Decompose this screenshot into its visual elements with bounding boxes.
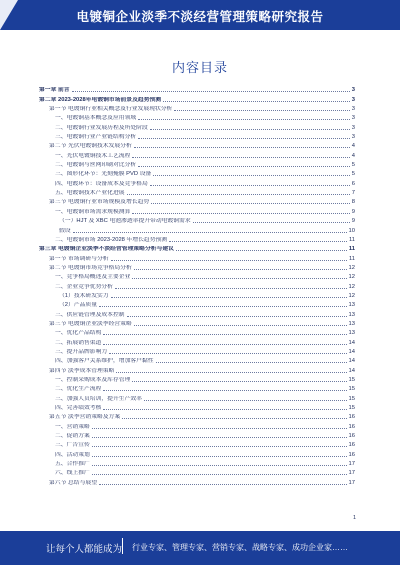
toc-entry[interactable] [39,160,355,169]
toc-chapter-entry[interactable] [39,94,355,103]
report-title: 电镀铜企业淡季不淡经营管理策略研究报告 [76,10,324,24]
toc-entry-page: 9 [351,208,355,215]
toc-leader-dots [150,129,350,130]
toc-entry-page: 13 [348,320,355,327]
toc-entry-page: 10 [348,227,355,234]
toc-leader-dots [111,297,347,298]
toc-entry-label: 第三章 电镀铜企业淡季不淡经营管理策略分析与建议 [39,246,174,253]
toc-leader-dots [103,334,346,335]
toc-entry-page: 11 [348,255,355,262]
toc-entry[interactable] [39,347,355,356]
toc-entry-page: 8 [351,199,355,206]
toc-entry-page: 16 [348,423,355,430]
toc-entry[interactable] [39,113,355,122]
toc-entry[interactable] [39,375,355,384]
toc-leader-dots [138,138,350,139]
toc-entry-label: 第二节 电镀铜市场竞争格局分析 [49,264,132,271]
toc-entry-page: 17 [348,470,355,477]
toc-entry[interactable] [39,319,355,328]
toc-leader-dots [127,316,347,317]
toc-entry-label: 六、线上推广 [55,470,90,477]
toc-entry-label: 四、完善绩效考核 [55,405,102,412]
toc-entry-page: 16 [348,433,355,440]
toc-entry[interactable] [39,449,355,458]
toc-leader-dots [92,465,347,466]
toc-entry-label: 第二节 光伏电镀铜技术发展分析 [49,143,132,150]
toc-entry-page: 4 [351,152,355,159]
toc-entry-label: 一、电镀铜市场需求规模测算 [55,208,131,215]
toc-entry-label: 二、企业竞争优势分析 [55,283,113,290]
toc-leader-dots [92,446,347,447]
toc-entry-label: 第一节 电镀铜行业相关概念及行业发展现状分析 [49,106,173,113]
toc-leader-dots [138,166,350,167]
toc-entry-page: 14 [348,348,355,355]
toc-entry-label: 一、优化产品结构 [55,330,102,337]
toc-leader-dots [174,110,349,111]
toc-entry[interactable] [39,412,355,421]
toc-entry-page: 13 [348,302,355,309]
toc-entry-page: 16 [348,414,355,421]
toc-entry[interactable] [39,178,355,187]
toc-entry-label: 三、广告宣传 [55,442,90,449]
toc-entry[interactable] [39,253,355,262]
toc-entry[interactable] [39,421,355,430]
toc-entry-page: 7 [351,190,355,197]
page-number: 1 [352,515,356,521]
toc-entry-page: 14 [348,358,355,365]
toc-entry-page: 15 [348,405,355,412]
toc-entry[interactable] [39,291,355,300]
toc-entry[interactable] [39,272,355,281]
toc-entry[interactable] [39,440,355,449]
toc-entry[interactable] [39,132,355,141]
toc-entry[interactable] [39,206,355,215]
toc-entry-page: 15 [348,386,355,393]
toc-leader-dots [103,344,346,345]
toc-leader-dots [99,306,347,307]
toc-chapter-entry[interactable] [39,85,355,94]
toc-entry-page: 4 [351,143,355,150]
toc-entry[interactable] [39,337,355,346]
toc-entry-label: 第五节 淡季营销策略及方案 [49,414,121,421]
toc-entry-label: 二、优化生产流程 [55,386,102,393]
toc-leader-dots [176,250,347,251]
toc-leader-dots [169,241,347,242]
toc-entry-label: 五、电镀铜技术产业化进展 [55,190,125,197]
toc-entry-page: 12 [348,283,355,290]
toc-entry[interactable] [39,122,355,131]
toc-entry-page: 3 [351,115,355,122]
toc-entry-page: 5 [351,171,355,178]
toc-entry-page: 3 [351,96,355,103]
toc-leader-dots [116,372,346,373]
toc-leader-dots [132,381,346,382]
toc-entry-page: 15 [348,395,355,402]
toc-entry[interactable] [39,150,355,159]
toc-entry-page: 9 [351,218,355,225]
toc-entry[interactable] [39,365,355,374]
toc-entry-page: 12 [348,292,355,299]
toc-entry-label: （2）产品质量 [59,302,98,309]
toc-entry-page: 3 [351,106,355,113]
toc-entry[interactable] [39,328,355,337]
toc-entry-page: 12 [348,274,355,281]
toc-entry-label: 二、电镀铜行业发展历程及所处阶段 [55,124,148,131]
toc-entry[interactable] [39,356,355,365]
toc-entry-page: 6 [351,180,355,187]
toc-title: 内容目录 [171,60,228,75]
footer-slogan: 让每个人都能成为 [46,544,123,555]
toc-leader-dots [193,222,350,223]
toc-leader-dots [153,175,349,176]
toc-entry-page: 16 [348,442,355,449]
toc-leader-dots [151,203,350,204]
toc-leader-dots [144,400,347,401]
toc-entry[interactable] [39,104,355,113]
toc-entry-label: 五、合作推广 [55,461,90,468]
toc-leader-dots [92,474,347,475]
toc-entry-label: 三、加强人员培训，提升生产效率 [55,395,142,402]
toc-entry-label: 一、营销策略 [55,423,90,430]
toc-entry-label: 第一节 市场调研与分析 [49,255,109,262]
toc-leader-dots [109,353,346,354]
toc-entry-page: 12 [348,264,355,271]
toc-entry[interactable] [39,225,355,234]
toc-leader-dots [92,456,347,457]
toc-entry[interactable] [39,235,355,244]
footer-tagline: 行业专家、管理专家、营销专家、战略专家、成功企业家…… [132,543,348,552]
toc-entry-label: 二、拓展销售渠道 [55,339,102,346]
toc-chapter-entry[interactable] [39,244,355,253]
table-of-contents [39,85,355,515]
toc-leader-dots [132,157,349,158]
toc-entry[interactable] [39,468,355,477]
toc-leader-dots [132,278,346,279]
toc-entry-page: 13 [348,330,355,337]
toc-entry-page: 17 [348,461,355,468]
toc-entry-label: 四、电镀环节：设备成本及竞争格局 [55,180,148,187]
toc-entry-page: 13 [348,311,355,318]
toc-entry[interactable] [39,459,355,468]
toc-entry[interactable] [39,188,355,197]
footer-divider [122,538,123,554]
toc-leader-dots [92,437,347,438]
toc-entry-page: 16 [348,451,355,458]
toc-entry-label: 二、电镀铜与丝网印刷对比分析 [55,162,137,169]
toc-entry-label: 第三节 电镀铜行业市场规模及增长趋势 [49,199,150,206]
toc-entry-page: 3 [351,87,355,94]
toc-leader-dots [132,213,349,214]
toc-entry-label: 四、活动策划 [55,451,90,458]
toc-entry[interactable] [39,477,355,486]
toc-leader-dots [103,409,346,410]
toc-entry-label: 三、提升品牌影响力 [55,348,108,355]
toc-leader-dots [92,428,347,429]
toc-leader-dots [150,185,350,186]
toc-entry[interactable] [39,141,355,150]
toc-leader-dots [99,484,347,485]
toc-entry-page: 3 [351,124,355,131]
toc-entry-label: 第三节 电镀铜企业淡季经营策略 [49,320,132,327]
toc-entry-page: 17 [348,479,355,486]
toc-leader-dots [111,260,347,261]
toc-entry-page: 14 [348,367,355,374]
toc-entry[interactable] [39,431,355,440]
toc-entry-label: 第一章 前言 [39,87,70,94]
toc-leader-dots [134,325,347,326]
toc-entry-label: 一、电镀铜基本概念及应用领域 [55,115,137,122]
toc-entry-label: 一、控制采购成本及库存管理 [55,377,131,383]
toc-entry-page: 5 [351,162,355,169]
toc-entry-label: 四、加强客户关系维护，增加客户黏性 [55,358,154,365]
toc-entry[interactable] [39,300,355,309]
toc-entry-label: 二、促销方案 [55,433,90,440]
toc-entry-label: 二、电镀铜市场 2023-2028 年增长趋势预测 [55,236,168,243]
toc-entry-label: 第六节 总结与展望 [49,479,97,486]
toc-entry[interactable] [39,263,355,272]
toc-entry-label: 第二章 2023-2028年电镀铜市场前景及趋势预测 [39,96,162,103]
toc-leader-dots [127,194,350,195]
toc-entry-label: 一、竞争格局概述及主要企业 [55,274,131,281]
toc-entry[interactable] [39,197,355,206]
toc-entry[interactable] [39,309,355,318]
toc-entry[interactable] [39,384,355,393]
toc-entry[interactable] [39,281,355,290]
toc-entry-page: 14 [348,339,355,346]
toc-leader-dots [163,101,350,102]
toc-entry-page: 15 [348,377,355,383]
toc-entry-label: （1）技术研发实力 [59,292,109,299]
toc-entry[interactable] [39,169,355,178]
toc-leader-dots [138,119,350,120]
toc-leader-dots [134,269,347,270]
toc-entry-label: 三、供应链管理及成本控制 [55,311,125,318]
toc-entry-label: 三、电镀铜行业产业链结构分析 [55,134,137,141]
toc-entry-page: 11 [348,236,355,243]
toc-entry-label: 第四节 淡季成本管理策略 [49,367,115,374]
toc-leader-dots [156,362,347,363]
toc-entry-label: 一、光伏电镀铜技术工艺流程 [55,152,131,159]
toc-leader-dots [134,147,350,148]
toc-entry[interactable] [39,393,355,402]
toc-entry[interactable] [39,403,355,412]
toc-entry[interactable] [39,216,355,225]
toc-leader-dots [103,390,346,391]
toc-entry-label: 假设 [59,227,71,234]
toc-leader-dots [122,418,346,419]
toc-entry-label: （一）HJT 及 XBC 电池渗透率提升带动电镀铜需求 [59,218,191,225]
toc-entry-page: 3 [351,134,355,141]
toc-leader-dots [72,91,350,92]
toc-leader-dots [73,232,347,233]
toc-leader-dots [115,288,347,289]
toc-entry-label: 三、图形化环节：光刻掩膜 PVD 设备 [55,171,152,178]
toc-entry-page: 11 [348,246,355,253]
